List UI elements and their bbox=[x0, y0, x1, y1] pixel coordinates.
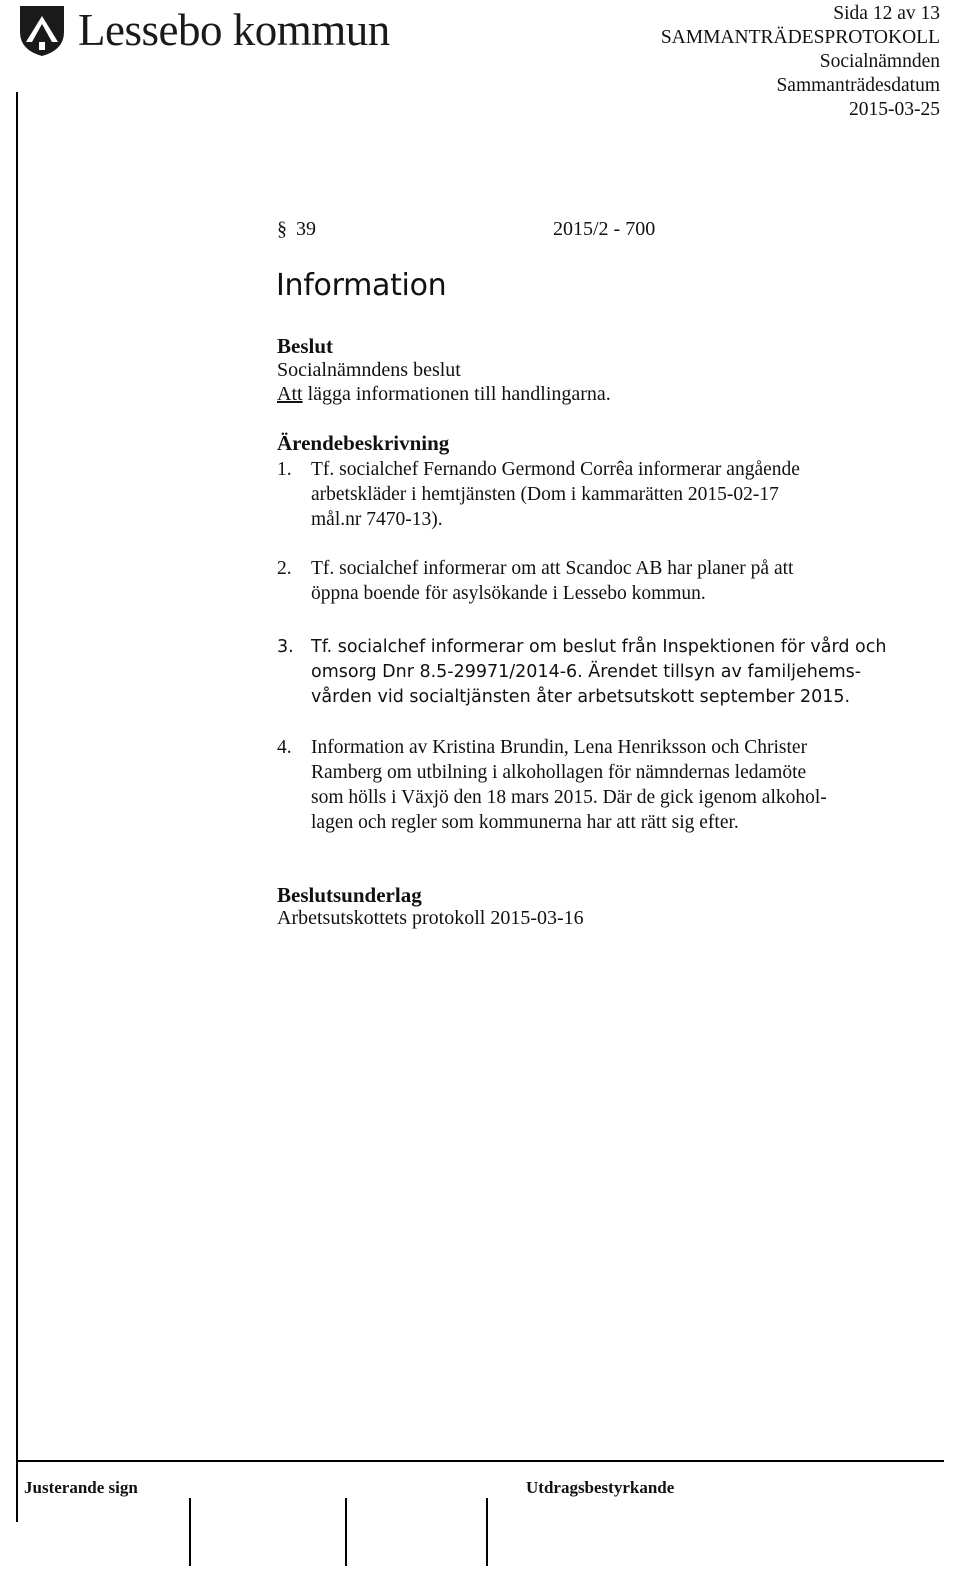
paragraph-sign: § bbox=[277, 218, 287, 240]
footer-divider bbox=[16, 1460, 944, 1462]
list-item-line: Tf. socialchef informerar om beslut från Inspektionen för vård och bbox=[311, 637, 887, 657]
decision-subheading: Socialnämndens beslut bbox=[277, 359, 461, 381]
left-margin-line bbox=[16, 92, 18, 1522]
basis-heading: Beslutsunderlag bbox=[277, 883, 422, 907]
section-number: 39 bbox=[296, 218, 316, 240]
case-number: 2015/2 - 700 bbox=[553, 218, 656, 240]
list-item-line: öppna boende för asylsökande i Lessebo kommun. bbox=[311, 583, 706, 604]
list-item-line: Tf. socialchef Fernando Germond Corrêa informerar angående bbox=[311, 459, 800, 480]
list-item-line: mål.nr 7470-13). bbox=[311, 509, 443, 530]
decision-text bbox=[277, 383, 611, 406]
list-item-line: arbetskläder i hemtjänsten (Dom i kammarätten 2015-02-17 bbox=[311, 484, 779, 505]
list-item-number: 2. bbox=[277, 558, 292, 579]
meeting-date-label: Sammanträdesdatum bbox=[776, 75, 940, 96]
list-item-line: som hölls i Växjö den 18 mars 2015. Där de gick igenom alkohol- bbox=[311, 787, 827, 808]
document-type: SAMMANTRÄDESPROTOKOLL bbox=[660, 27, 940, 48]
list-item-line: Tf. socialchef informerar om att Scandoc AB har planer på att bbox=[311, 558, 794, 579]
list-item-line: Ramberg om utbilning i alkohollagen för nämndernas ledamöte bbox=[311, 762, 807, 783]
list-item-line: omsorg Dnr 8.5-29971/2014-6. Ärendet tillsyn av familjehems- bbox=[311, 662, 862, 682]
list-item-line: vården vid socialtjänsten åter arbetsutskott september 2015. bbox=[311, 687, 851, 707]
list-item-line: Information av Kristina Brundin, Lena Henriksson och Christer bbox=[311, 737, 808, 758]
committee-name: Socialnämnden bbox=[819, 51, 940, 72]
signature-box-divider bbox=[189, 1498, 191, 1566]
page-indicator: Sida 12 av 13 bbox=[833, 3, 940, 24]
decision-body: lägga informationen till handlingarna. bbox=[302, 383, 611, 405]
decision-heading: Beslut bbox=[277, 334, 334, 358]
sign-label: Justerande sign bbox=[24, 1478, 138, 1497]
basis-text: Arbetsutskottets protokoll 2015-03-16 bbox=[277, 907, 584, 929]
decision-att: Att bbox=[277, 383, 303, 405]
section-header bbox=[277, 218, 316, 241]
list-item-number: 3. bbox=[277, 637, 294, 657]
section-title: Information bbox=[276, 268, 447, 303]
document-header-info bbox=[661, 2, 940, 122]
logo-text: Lessebo kommun bbox=[78, 5, 390, 55]
list-item-line: lagen och regler som kommunerna har att rätt sig efter. bbox=[311, 812, 739, 833]
list-item-number: 4. bbox=[277, 737, 292, 758]
extract-label: Utdragsbestyrkande bbox=[526, 1478, 675, 1497]
list-item-number: 1. bbox=[277, 459, 292, 480]
signature-box-divider bbox=[486, 1498, 488, 1566]
case-description-heading: Ärendebeskrivning bbox=[277, 431, 450, 455]
signature-box-divider bbox=[345, 1498, 347, 1566]
municipality-logo bbox=[16, 2, 390, 62]
coat-of-arms-icon bbox=[16, 2, 68, 58]
meeting-date: 2015-03-25 bbox=[849, 99, 940, 120]
